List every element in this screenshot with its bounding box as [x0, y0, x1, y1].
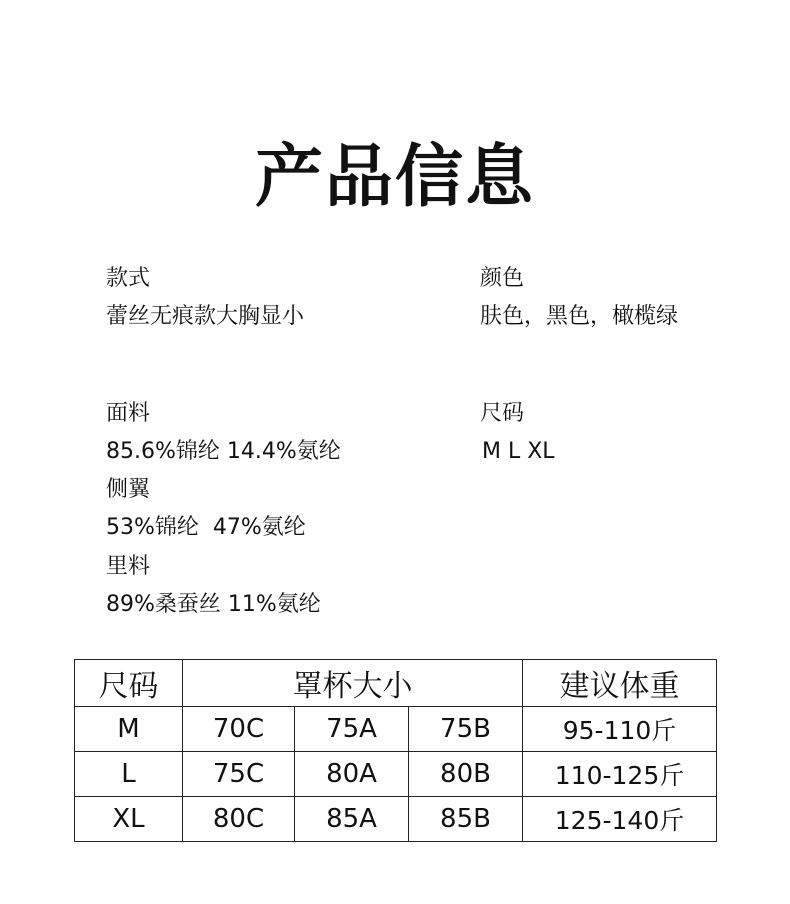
fabric-label: 面料 [106, 401, 151, 426]
weight-cell: 95-110斤 [523, 707, 717, 752]
size-table-header-row [75, 660, 717, 707]
cup-cell: 75C [183, 752, 295, 797]
page-title: 产品信息 [254, 138, 535, 217]
header-size: 尺码 [75, 660, 183, 707]
cup-cell: 85A [295, 797, 409, 842]
style-value: 蕾丝无痕款大胸显小 [106, 304, 305, 329]
side-wing-label: 侧翼 [106, 477, 151, 502]
size-table [74, 659, 717, 842]
header-cup-size: 罩杯大小 [183, 660, 523, 707]
table-row [75, 797, 717, 842]
side-wing-value: 53%锦纶 47%氨纶 [106, 515, 306, 540]
header-weight: 建议体重 [523, 660, 717, 707]
size-label: 尺码 [480, 401, 525, 426]
size-cell: L [75, 752, 183, 797]
cup-cell: 75B [409, 707, 523, 752]
fabric-value: 85.6%锦纶 14.4%氨纶 [106, 439, 341, 464]
color-value: 肤色，黑色，橄榄绿 [480, 304, 679, 329]
cup-cell: 80C [183, 797, 295, 842]
cup-cell: 75A [295, 707, 409, 752]
lining-label: 里料 [106, 554, 151, 579]
lining-value: 89%桑蚕丝 11%氨纶 [106, 592, 321, 617]
size-cell: XL [75, 797, 183, 842]
table-row [75, 707, 717, 752]
color-label: 颜色 [480, 266, 525, 291]
cup-cell: 80B [409, 752, 523, 797]
table-row [75, 752, 717, 797]
size-value: M L XL [482, 439, 555, 464]
cup-cell: 80A [295, 752, 409, 797]
style-label: 款式 [106, 266, 151, 291]
cup-cell: 70C [183, 707, 295, 752]
cup-cell: 85B [409, 797, 523, 842]
size-cell: M [75, 707, 183, 752]
weight-cell: 125-140斤 [523, 797, 717, 842]
weight-cell: 110-125斤 [523, 752, 717, 797]
